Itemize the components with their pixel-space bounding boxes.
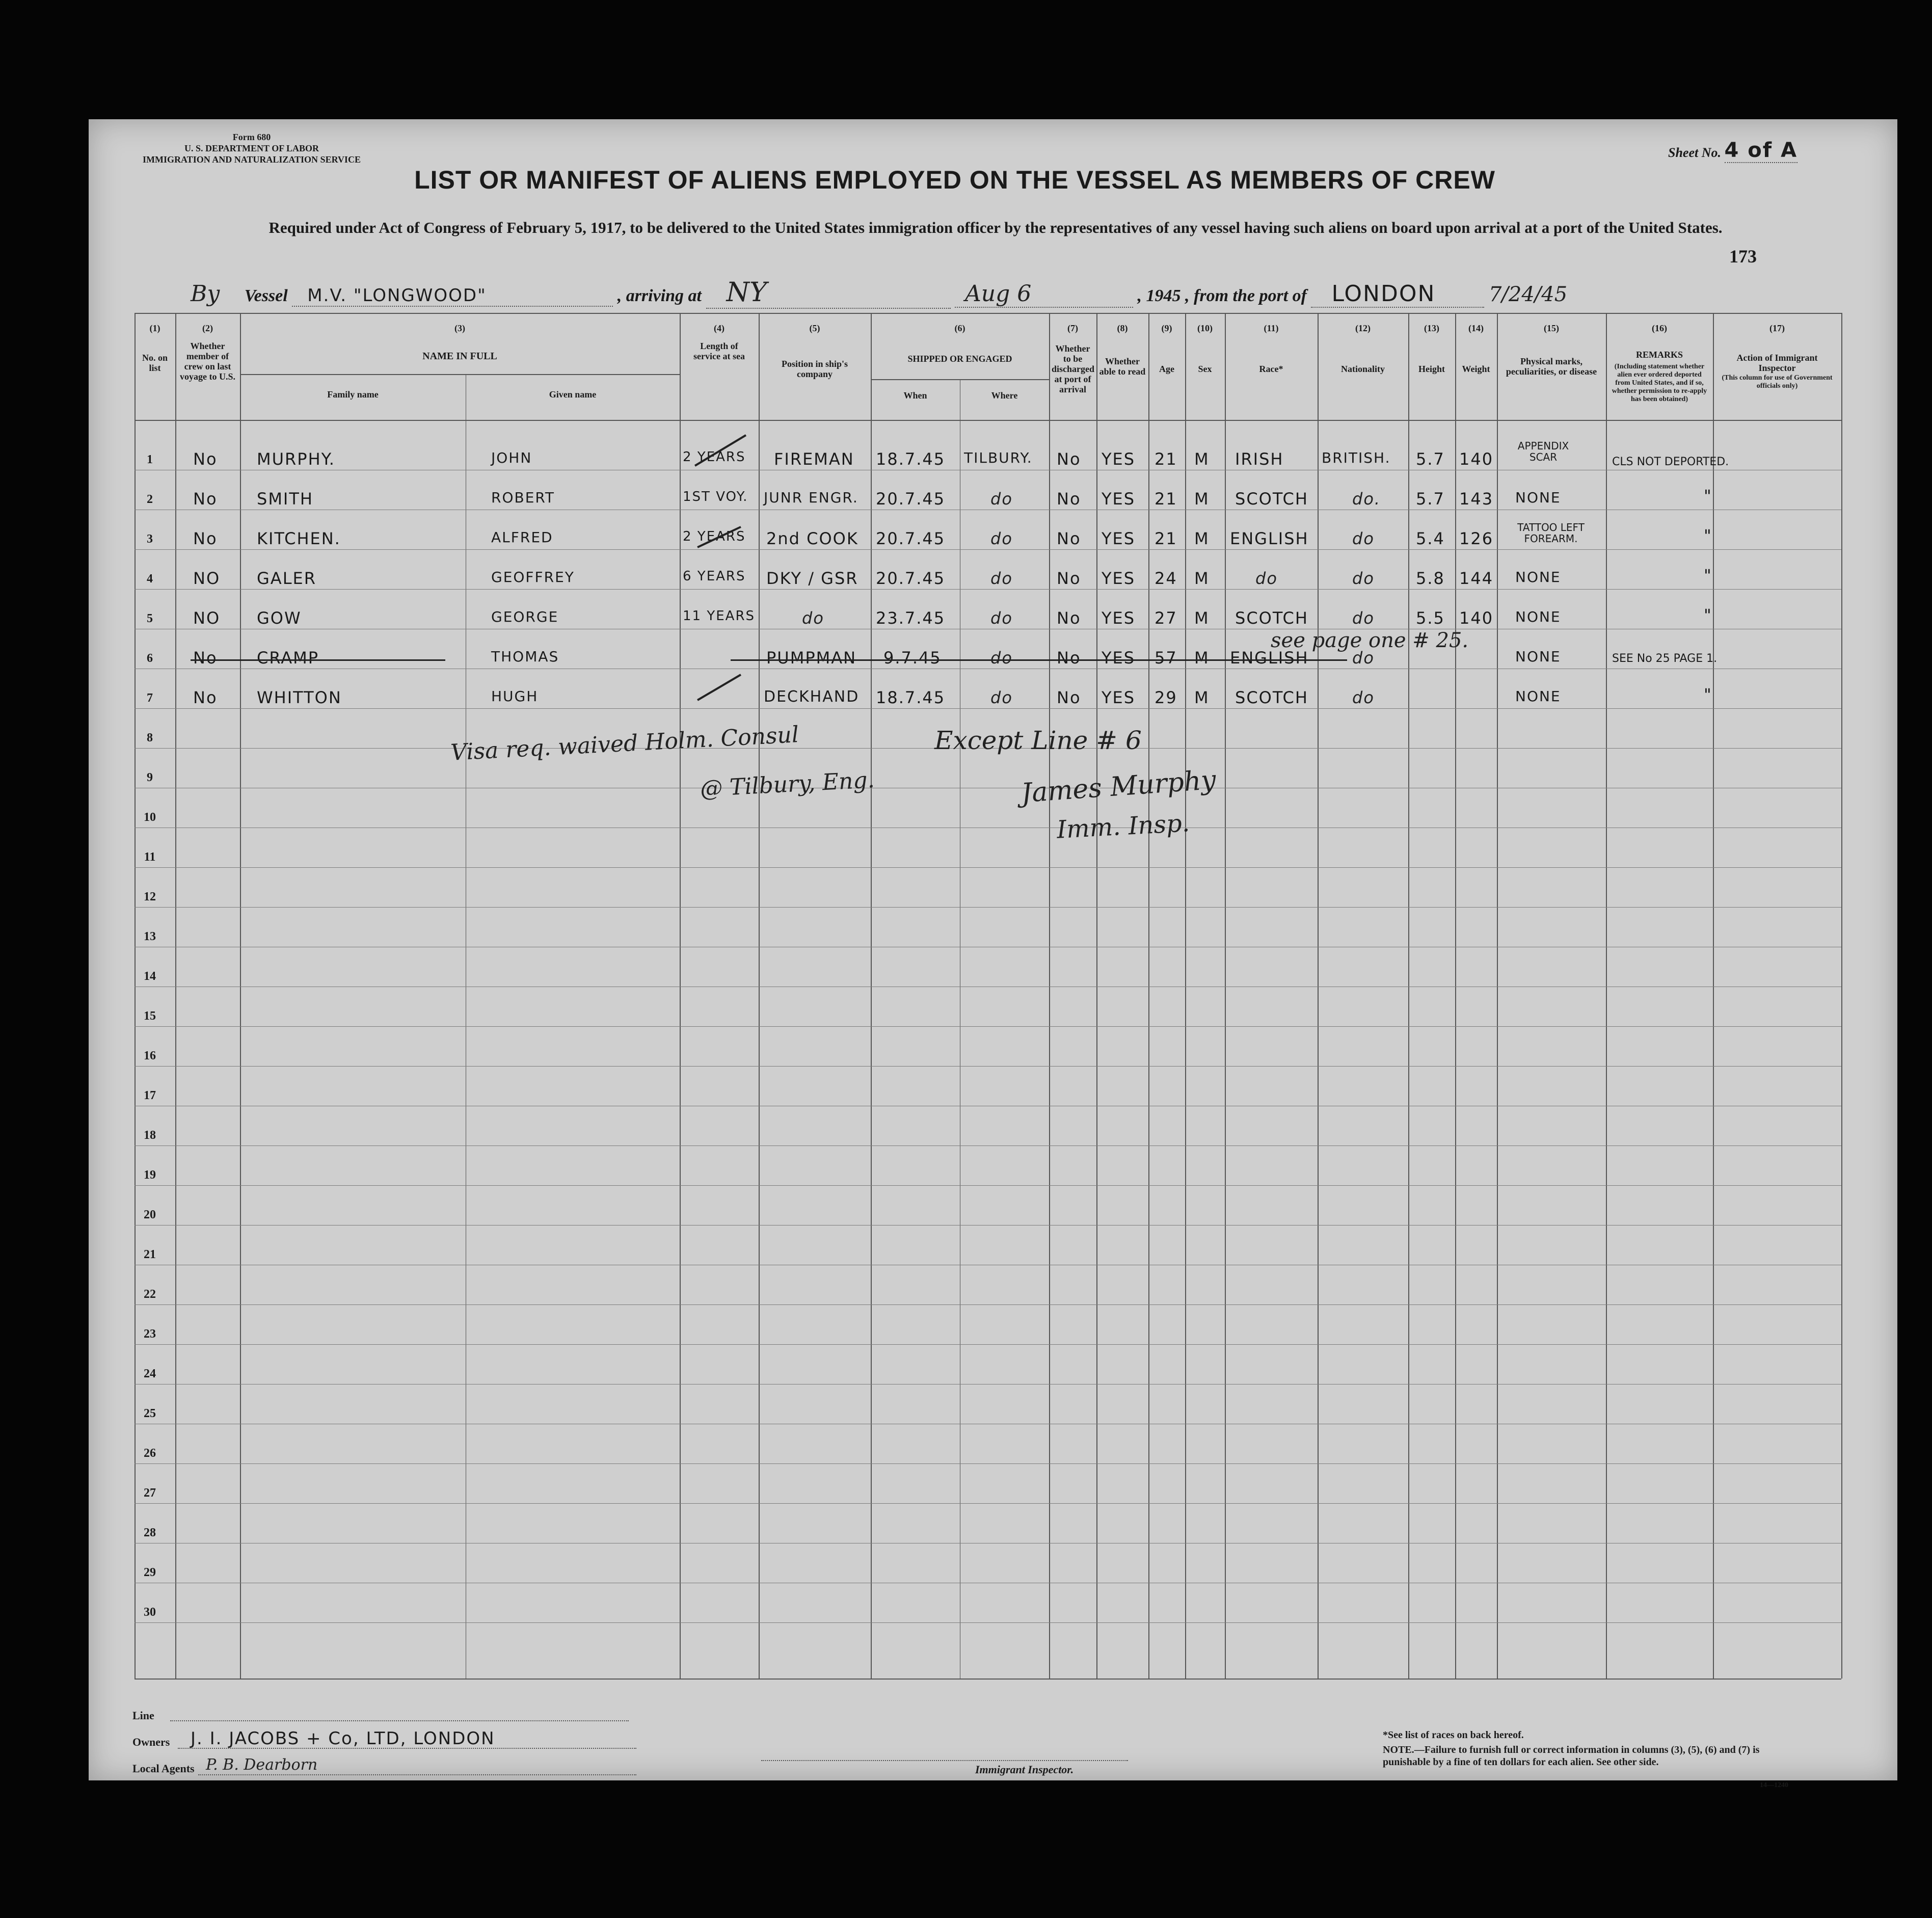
col-10-num: (10) — [1197, 323, 1213, 333]
footer-agents-label: Local Agents — [132, 1762, 195, 1775]
row-number: 27 — [144, 1486, 156, 1500]
form-header — [109, 131, 394, 165]
service-name: IMMIGRATION AND NATURALIZATION SERVICE — [143, 154, 361, 165]
row-number: 21 — [144, 1248, 156, 1261]
race-note: *See list of races on back hereof. — [1383, 1729, 1524, 1741]
note-text: —Failure to furnish full or correct information in columns (3), (5), (6) and (7) is punishable by a fine of ten dollars for each alien. See other side. — [1383, 1744, 1760, 1768]
row-number: 2 — [147, 493, 153, 506]
row-number: 20 — [144, 1208, 156, 1221]
row-number: 25 — [144, 1407, 156, 1420]
col-12-label: Nationality — [1340, 364, 1385, 374]
footer-owners-label: Owners — [132, 1736, 170, 1748]
col-9-label: Age — [1159, 364, 1174, 374]
row-number: 9 — [147, 771, 153, 784]
row-number: 12 — [144, 890, 156, 903]
row-number: 22 — [144, 1288, 156, 1301]
row-number: 7 — [147, 691, 153, 705]
col-15-label: Physical marks, peculiarities, or disease — [1506, 356, 1597, 377]
col-1-label: No. on list — [142, 353, 168, 373]
col-17-note: (This column for use of Government officials only) — [1722, 374, 1833, 390]
footer-line-label: Line — [132, 1709, 154, 1722]
row-number: 10 — [144, 811, 156, 824]
col-14-label: Weight — [1462, 364, 1490, 374]
visa-note-location: @ Tilbury, Eng. — [699, 767, 875, 802]
col-4-label: Length of service at sea — [693, 341, 745, 361]
col-17-num: (17) — [1769, 323, 1785, 333]
col-13-label: Height — [1418, 364, 1445, 374]
col-11-label: Race* — [1259, 364, 1283, 374]
sheet-label: Sheet No. — [1668, 145, 1721, 160]
col-8-label: Whether able to read — [1099, 356, 1146, 377]
from-label: , from the port of — [1185, 286, 1307, 305]
inspector-title: Imm. Insp. — [1056, 809, 1191, 844]
col-6-when: When — [903, 390, 927, 401]
row-number: 4 — [147, 572, 153, 585]
col-16-num: (16) — [1652, 323, 1667, 333]
inspector-label: Immigrant Inspector. — [975, 1763, 1074, 1776]
page-subtitle: Required under Act of Congress of February 5, 1917, to be delivered to the United States immigration officer by the representatives of any vessel having such aliens on board upon arrival at a port of the United States. — [269, 219, 1723, 236]
col-3-family: Family name — [327, 389, 379, 399]
inspector-signature: James Murphy — [1020, 764, 1217, 809]
row-number: 29 — [144, 1566, 156, 1579]
row-number: 18 — [144, 1129, 156, 1142]
row-number: 26 — [144, 1447, 156, 1460]
owners-value: J. I. JACOBS + Co, LTD, LONDON — [191, 1728, 495, 1749]
stamp-number: 173 — [1729, 246, 1757, 267]
fine-note — [1383, 1744, 1770, 1768]
col-15-num: (15) — [1544, 323, 1559, 333]
vessel-name: M.V. "LONGWOOD" — [292, 285, 613, 307]
row-number: 19 — [144, 1168, 156, 1182]
row-number: 17 — [144, 1089, 156, 1102]
row-number: 3 — [147, 532, 153, 546]
arrival-year: , 1945 — [1137, 286, 1181, 305]
col-16-note: (Including statement whether alien ever ordered deported from United States, and if so, whether permission to re-apply has been obtained) — [1612, 363, 1707, 403]
departure-date: 7/24/45 — [1488, 283, 1568, 306]
row-number: 28 — [144, 1526, 156, 1539]
sheet-value: 4 of A — [1724, 139, 1798, 162]
row-number: 13 — [144, 930, 156, 943]
print-code: 14—1240 — [1760, 1781, 1788, 1789]
department: U. S. DEPARTMENT OF LABOR — [184, 143, 319, 153]
row-number: 16 — [144, 1049, 156, 1062]
col-1-num: (1) — [149, 323, 160, 333]
col-10-label: Sex — [1198, 364, 1212, 374]
row-number: 1 — [147, 453, 153, 466]
departure-port: LONDON — [1311, 281, 1484, 308]
col-13-num: (13) — [1424, 323, 1439, 333]
col-5-label: Position in ship's company — [781, 359, 848, 379]
col-16-label: REMARKS — [1635, 350, 1683, 360]
see-page-note: see page one # 25. — [1271, 629, 1469, 652]
visa-note: Visa req. waived Holm. Consul — [450, 722, 800, 766]
col-2-num: (2) — [202, 323, 213, 333]
strikethrough-line — [191, 659, 445, 661]
strikethrough-line — [731, 659, 1347, 661]
page-title: LIST OR MANIFEST OF ALIENS EMPLOYED ON THE VESSEL AS MEMBERS OF CREW — [414, 166, 1495, 194]
col-17-label: Action of Immigrant Inspector — [1736, 353, 1818, 373]
arriving-value: NY — [706, 277, 951, 309]
arrival-date: Aug 6 — [955, 281, 1133, 308]
row-number: 15 — [144, 1009, 156, 1023]
col-3-num: (3) — [454, 323, 465, 333]
col-4-num: (4) — [714, 323, 725, 333]
col-12-num: (12) — [1355, 323, 1371, 333]
crew-table: (1) No. on list (2) Whether member of crew on last voyage to U.S. (3) NAME IN FULL Family name Given name (4) Length of service at sea (5) Position in ship's company (6) SHIPPED OR ENGAGED When Where (7) Whether to be discharged at port of arrival (8) Whether able to read (9) Age (10) Sex (11) Race* (12) Nationality (13) Height (14) Weight (15) Physical marks, peculiarities, or disease (16) REMARKS (Including statement whether alien ever ordered deported from United States, and if so, whether permission to re-apply has been obtained) (17) Action of Immigrant Inspector (This column for use of Government officials only) 1 2 3 4 5 6 7 8 9 10 11 12 13 14 15 16 17 18 19 20 21 22 23 24 25 26 27 28 29 30 No MURPHY. JOHN 2 YEARS FIREMAN 18.7.45 TILBURY. No YES 21 M IRISH BRITISH. 5.7 140 APPENDIX SCAR CLS NOT DEPORTED. No SMITH ROBERT 1ST VOY. JUNR ENGR. 20.7.45 do No YES 21 M SCOTCH do. 5.7 143 NONE " No KITCHEN. ALFRED 2 YEARS 2nd COOK 20.7.45 do No YES 21 M ENGLISH do 5.4 126 TATTOO LEFT FOREARM. " NO GALER GEOFFREY 6 YEARS DKY / GSR 20.7.45 do No YES 24 M do do 5.8 144 NONE " NO GOW GEORGE 11 YEARS do 23.7.45 do No YES 27 M SCOTCH do 5.5 140 NONE " No CRAMP THOMAS PUMPMAN 9.7.45 do No YES 57 M ENGLISH do NONE SEE No 25 PAGE 1. No WHITTON HUGH DECKHAND 18.7.45 do No YES 29 M SCOTCH do NONE " see page one # 25. Visa req. waived Holm. Consul @ Tilbury, Eng. Except Line # 6 James Murphy Imm. Insp. — [135, 313, 1841, 1679]
manifest-sheet — [89, 119, 1897, 1789]
row-number: 11 — [144, 850, 156, 864]
col-3-label: NAME IN FULL — [422, 351, 497, 362]
col-6-label: SHIPPED OR ENGAGED — [907, 354, 1012, 364]
voyage-line — [191, 277, 1567, 309]
service-tick-marks — [690, 430, 756, 715]
col-8-num: (8) — [1117, 323, 1128, 333]
row-number: 24 — [144, 1367, 156, 1380]
vessel-label: Vessel — [244, 286, 288, 305]
col-9-num: (9) — [1161, 323, 1172, 333]
row-number: 23 — [144, 1327, 156, 1341]
row-number: 14 — [144, 970, 156, 983]
agents-value: P. B. Dearborn — [206, 1756, 318, 1774]
col-7-num: (7) — [1067, 323, 1078, 333]
col-5-num: (5) — [809, 323, 820, 333]
sheet-number — [1668, 139, 1797, 163]
row-number: 5 — [147, 612, 153, 625]
col-6-num: (6) — [954, 323, 965, 333]
row-number: 8 — [147, 731, 153, 744]
col-14-num: (14) — [1468, 323, 1484, 333]
col-2-label: Whether member of crew on last voyage to U.S. — [180, 341, 235, 382]
col-7-label: Whether to be discharged at port of arrival — [1052, 343, 1095, 394]
row-number: 6 — [147, 652, 153, 665]
row-number: 30 — [144, 1606, 156, 1619]
by-mark: By — [191, 281, 220, 307]
form-number: Form 680 — [232, 132, 271, 142]
col-6-where: Where — [991, 390, 1018, 401]
col-11-num: (11) — [1264, 323, 1279, 333]
col-3-given: Given name — [549, 389, 597, 399]
arriving-label: , arriving at — [617, 286, 702, 305]
note-label: NOTE. — [1383, 1744, 1414, 1755]
except-line-note: Except Line # 6 — [934, 726, 1142, 755]
